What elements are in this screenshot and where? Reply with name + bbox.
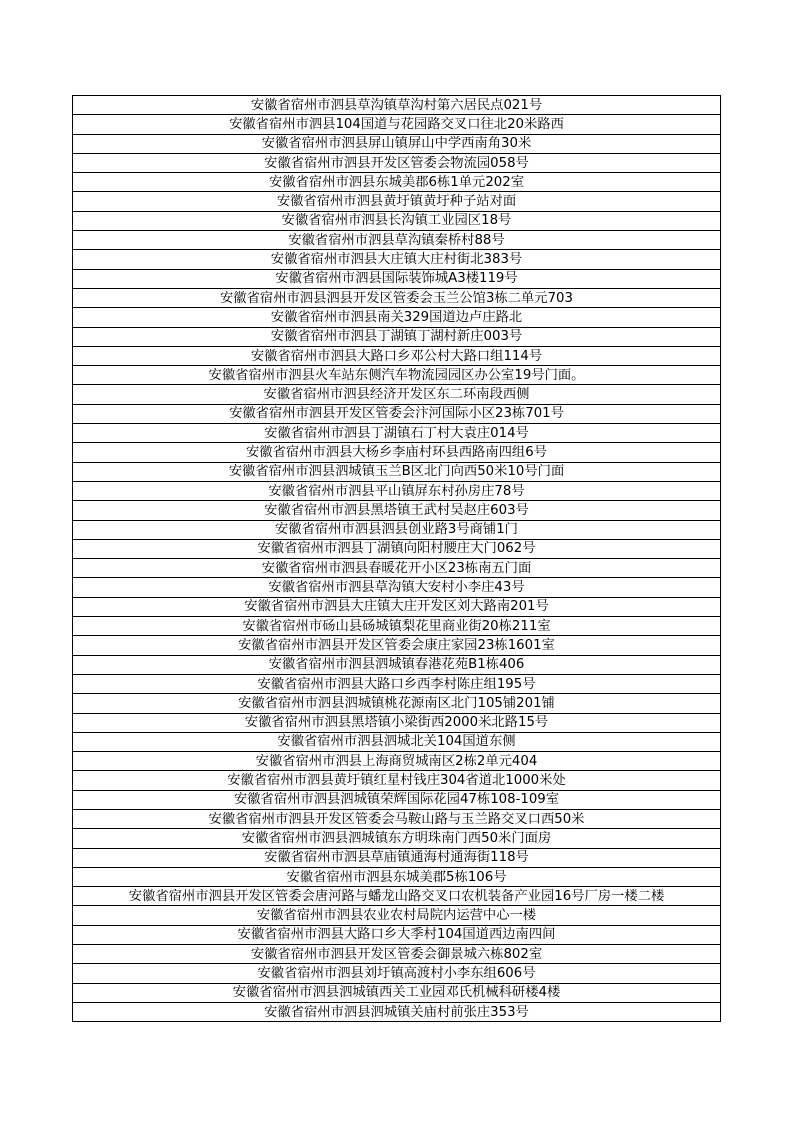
- table-row: [73, 752, 721, 771]
- table-row: [73, 674, 721, 693]
- address-cell: 安徽省宿州市泗县大庄镇大庄村街北383号: [73, 250, 721, 269]
- table-row: [73, 655, 721, 674]
- address-cell: 安徽省宿州市泗县东城美郡6栋1单元202室: [73, 173, 721, 192]
- table-row: [73, 481, 721, 500]
- table-row: [73, 366, 721, 385]
- table-row: [73, 501, 721, 520]
- address-cell: 安徽省宿州市泗县黄圩镇黄圩种子站对面: [73, 192, 721, 211]
- address-cell: 安徽省宿州市泗县平山镇屏东村孙房庄78号: [73, 481, 721, 500]
- address-cell: 安徽省宿州市泗县开发区管委会马鞍山路与玉兰路交叉口西50米: [73, 809, 721, 828]
- table-row: [73, 462, 721, 481]
- address-cell: 安徽省宿州市泗县黑塔镇王武村吴赵庄603号: [73, 501, 721, 520]
- address-cell: 安徽省宿州市泗县开发区管委会唐河路与蟠龙山路交叉口农机装备产业园16号厂房一楼二楼: [73, 887, 721, 906]
- table-row: [73, 578, 721, 597]
- table-row: [73, 636, 721, 655]
- table-row: [73, 308, 721, 327]
- table-row: [73, 732, 721, 751]
- table-row: [73, 790, 721, 809]
- address-cell: 安徽省宿州市泗县泗城镇荣辉国际花园47栋108-109室: [73, 790, 721, 809]
- table-row: [73, 829, 721, 848]
- table-row: [73, 1002, 721, 1021]
- address-cell: 安徽省宿州市泗县经济开发区东二环南段西侧: [73, 385, 721, 404]
- address-cell: 安徽省宿州市泗县泗城镇关庙村前张庄353号: [73, 1002, 721, 1021]
- table-row: [73, 867, 721, 886]
- table-row: [73, 809, 721, 828]
- address-cell: 安徽省宿州市泗县草庙镇通海村通海街118号: [73, 848, 721, 867]
- address-cell: 安徽省宿州市泗县黑塔镇小梁街西2000米北路15号: [73, 713, 721, 732]
- address-cell: 安徽省宿州市泗县南关329国道边卢庄路北: [73, 308, 721, 327]
- table-row: [73, 694, 721, 713]
- address-cell: 安徽省宿州市泗县泗城镇春港花苑B1栋406: [73, 655, 721, 674]
- table-row: [73, 964, 721, 983]
- address-cell: 安徽省宿州市泗县泗城北关104国道东侧: [73, 732, 721, 751]
- address-cell: 安徽省宿州市泗县104国道与花园路交叉口往北20米路西: [73, 115, 721, 134]
- address-cell: 安徽省宿州市泗县大路口乡大季村104国道西边南四间: [73, 925, 721, 944]
- address-cell: 安徽省宿州市泗县大路口乡邓公村大路口组114号: [73, 346, 721, 365]
- table-row: [73, 906, 721, 925]
- address-cell: 安徽省宿州市泗县长沟镇工业园区18号: [73, 211, 721, 230]
- table-row: [73, 404, 721, 423]
- address-cell: 安徽省宿州市泗县泗城镇西关工业园邓氏机械科研楼4楼: [73, 983, 721, 1002]
- address-cell: 安徽省宿州市泗县开发区管委会汴河国际小区23栋701号: [73, 404, 721, 423]
- table-row: [73, 288, 721, 307]
- table-row: [73, 346, 721, 365]
- table-row: [73, 539, 721, 558]
- table-row: [73, 887, 721, 906]
- table-row: [73, 153, 721, 172]
- address-cell: 安徽省宿州市泗县丁湖镇向阳村腰庄大门062号: [73, 539, 721, 558]
- table-row: [73, 983, 721, 1002]
- table-row: [73, 211, 721, 230]
- table-row: [73, 771, 721, 790]
- table-row: [73, 848, 721, 867]
- address-cell: 安徽省宿州市泗县开发区管委会物流园058号: [73, 153, 721, 172]
- address-cell: 安徽省宿州市泗县丁湖镇石丁村大袁庄014号: [73, 424, 721, 443]
- table-row: [73, 559, 721, 578]
- address-cell: 安徽省宿州市泗县泗县创业路3号商铺1门: [73, 520, 721, 539]
- table-row: [73, 945, 721, 964]
- address-table: [72, 95, 721, 1022]
- table-row: [73, 424, 721, 443]
- table-row: [73, 134, 721, 153]
- address-cell: 安徽省宿州市泗县春暖花开小区23栋南五门面: [73, 559, 721, 578]
- table-row: [73, 443, 721, 462]
- table-row: [73, 327, 721, 346]
- table-row: [73, 269, 721, 288]
- address-cell: 安徽省宿州市泗县刘圩镇高渡村小李东组606号: [73, 964, 721, 983]
- address-cell: 安徽省宿州市泗县开发区管委会御景城六栋802室: [73, 945, 721, 964]
- address-cell: 安徽省宿州市泗县大庄镇大庄开发区刘大路南201号: [73, 597, 721, 616]
- address-cell: 安徽省宿州市泗县上海商贸城南区2栋2单元404: [73, 752, 721, 771]
- table-row: [73, 250, 721, 269]
- address-cell: 安徽省宿州市泗县泗城镇桃花源南区北门105铺201铺: [73, 694, 721, 713]
- table-row: [73, 617, 721, 636]
- address-cell: 安徽省宿州市泗县草沟镇草沟村第六居民点021号: [73, 96, 721, 115]
- address-cell: 安徽省宿州市泗县开发区管委会康庄家园23栋1601室: [73, 636, 721, 655]
- table-row: [73, 385, 721, 404]
- address-cell: 安徽省宿州市泗县泗城镇玉兰B区北门向西50米10号门面: [73, 462, 721, 481]
- address-cell: 安徽省宿州市泗县大路口乡西李村陈庄组195号: [73, 674, 721, 693]
- address-cell: 安徽省宿州市泗县丁湖镇丁湖村新庄003号: [73, 327, 721, 346]
- address-cell: 安徽省宿州市泗县东城美郡5栋106号: [73, 867, 721, 886]
- table-row: [73, 173, 721, 192]
- address-cell: 安徽省宿州市泗县大杨乡李庙村环县西路南四组6号: [73, 443, 721, 462]
- address-cell: 安徽省宿州市泗县农业农村局院内运营中心一楼: [73, 906, 721, 925]
- address-cell: 安徽省宿州市泗县屏山镇屏山中学西南角30米: [73, 134, 721, 153]
- table-row: [73, 597, 721, 616]
- address-cell: 安徽省宿州市泗县泗县开发区管委会玉兰公馆3栋二单元703: [73, 288, 721, 307]
- address-cell: 安徽省宿州市泗县泗城镇东方明珠南门西50米门面房: [73, 829, 721, 848]
- table-row: [73, 96, 721, 115]
- table-row: [73, 192, 721, 211]
- address-cell: 安徽省宿州市泗县草沟镇大安村小李庄43号: [73, 578, 721, 597]
- table-row: [73, 925, 721, 944]
- address-table-body: [73, 96, 721, 1022]
- table-row: [73, 713, 721, 732]
- address-cell: 安徽省宿州市泗县草沟镇秦桥村88号: [73, 231, 721, 250]
- address-cell: 安徽省宿州市泗县国际装饰城A3楼119号: [73, 269, 721, 288]
- address-cell: 安徽省宿州市泗县黄圩镇红星村钱庄304省道北1000米处: [73, 771, 721, 790]
- table-row: [73, 115, 721, 134]
- address-cell: 安徽省宿州市泗县火车站东侧汽车物流园园区办公室19号门面。: [73, 366, 721, 385]
- table-row: [73, 231, 721, 250]
- address-cell: 安徽省宿州市砀山县砀城镇梨花里商业街20栋211室: [73, 617, 721, 636]
- table-row: [73, 520, 721, 539]
